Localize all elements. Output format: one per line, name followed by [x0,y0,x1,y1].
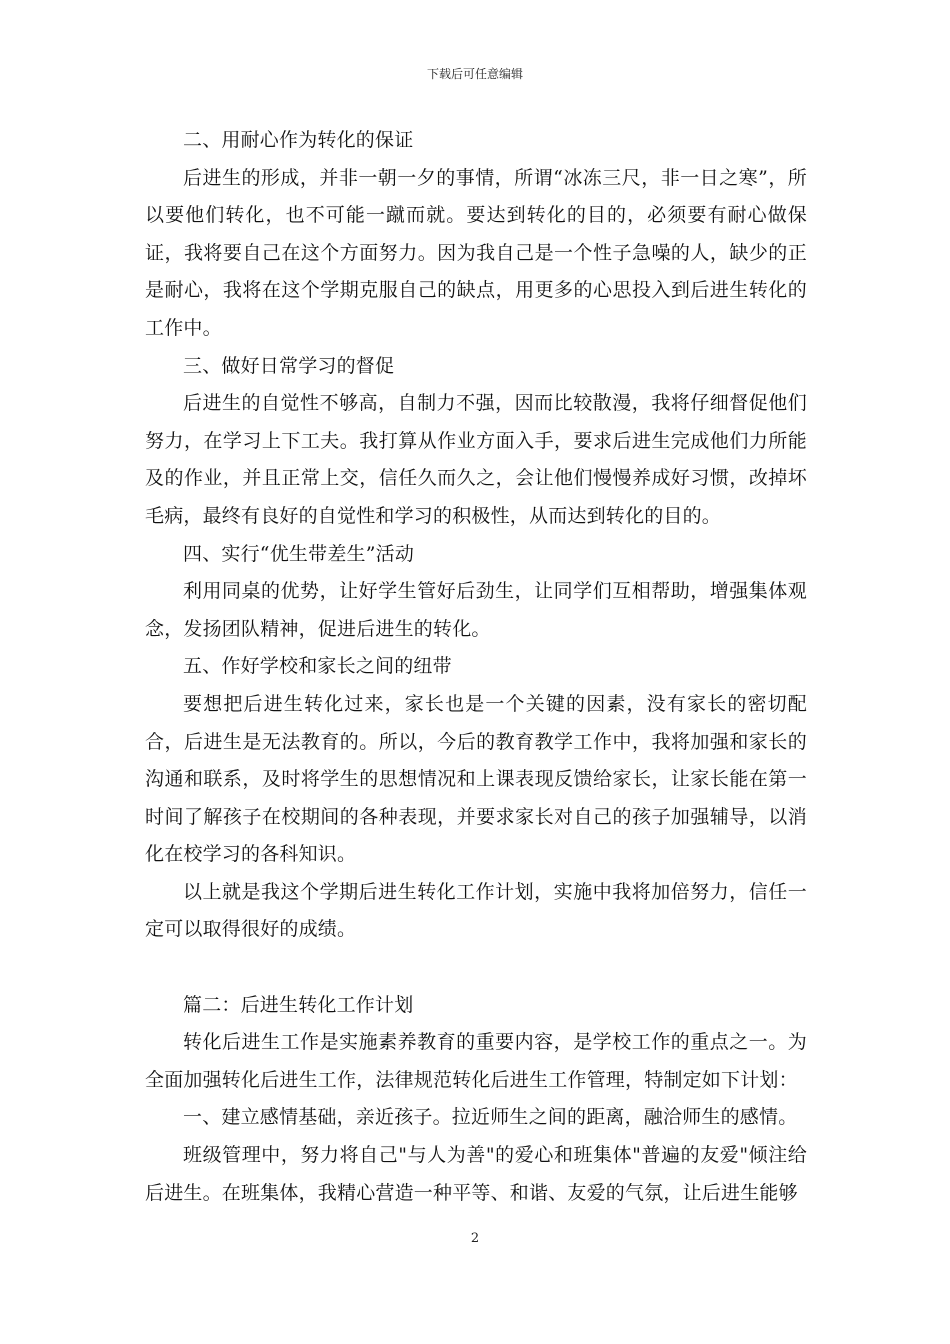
section2-title: 篇二：后进生转化工作计划 [183,993,414,1016]
paragraph-conclusion: 以上就是我这个学期后进生转化工作计划，实施中我将加倍努力，信任一定可以取得很好的成绩。 [145,880,807,941]
heading-daily-study: 三、做好日常学习的督促 [183,354,395,377]
section2-paragraph-class: 班级管理中，努力将自己"与人为善"的爱心和班集体"普遍的友爱"倾注给后进生。在班集体，我精心营造一种平等、和谐、友爱的气氛，让后进生能够 [145,1144,807,1204]
section2-paragraph-intro: 转化后进生工作是实施素养教育的重要内容，是学校工作的重点之一。为全面加强转化后进生工作，法律规范转化后进生工作管理，特制定如下计划： [145,1031,807,1091]
page-number: 2 [470,1231,480,1246]
section2-heading-emotion: 一、建立感情基础，亲近孩子。拉近师生之间的距离，融洽师生的感情。 [183,1106,798,1129]
page-header: 下载后可任意编辑 [426,67,523,81]
section-gap [145,949,807,987]
paragraph-daily-study: 后进生的自觉性不够高，自制力不强，因而比较散漫，我将仔细督促他们努力，在学习上下工夫。我打算从作业方面入手，要求后进生完成他们力所能及的作业，并且正常上交，信任久而久之，会让他们慢慢养成好习惯，改掉坏毛病，最终有良好的自觉性和学习的积极性，从而达到转化的目的。 [145,392,807,527]
paragraph-parents-link: 要想把后进生转化过来，家长也是一个关键的因素，没有家长的密切配合，后进生是无法教育的。所以，今后的教育教学工作中，我将加强和家长的沟通和联系，及时将学生的思想情况和上课表现反馈给家长，让家长能在第一时间了解孩子在校期间的各种表现，并要求家长对自己的孩子加强辅导，以消化在校学习的各科知识。 [145,692,807,866]
paragraph-peer-help: 利用同桌的优势，让好学生管好后劲生，让同学们互相帮助，增强集体观念，发扬团队精神，促进后进生的转化。 [145,580,807,640]
paragraph-patience: 后进生的形成，并非一朝一夕的事情，所谓“冰冻三尺，非一日之寒”，所以要他们转化，也不可能一蹴而就。要达到转化的目的，必须要有耐心做保证，我将要自己在这个方面努力。因为我自己是一个性子急噪的人，缺少的正是耐心，我将在这个学期克服自己的缺点，用更多的心思投入到后进生转化的工作中。 [145,166,807,339]
heading-parents-link: 五、作好学校和家长之间的纽带 [183,655,452,678]
heading-peer-help: 四、实行“优生带差生”活动 [183,542,415,565]
heading-patience: 二、用耐心作为转化的保证 [183,129,414,151]
document-body [145,122,807,1212]
